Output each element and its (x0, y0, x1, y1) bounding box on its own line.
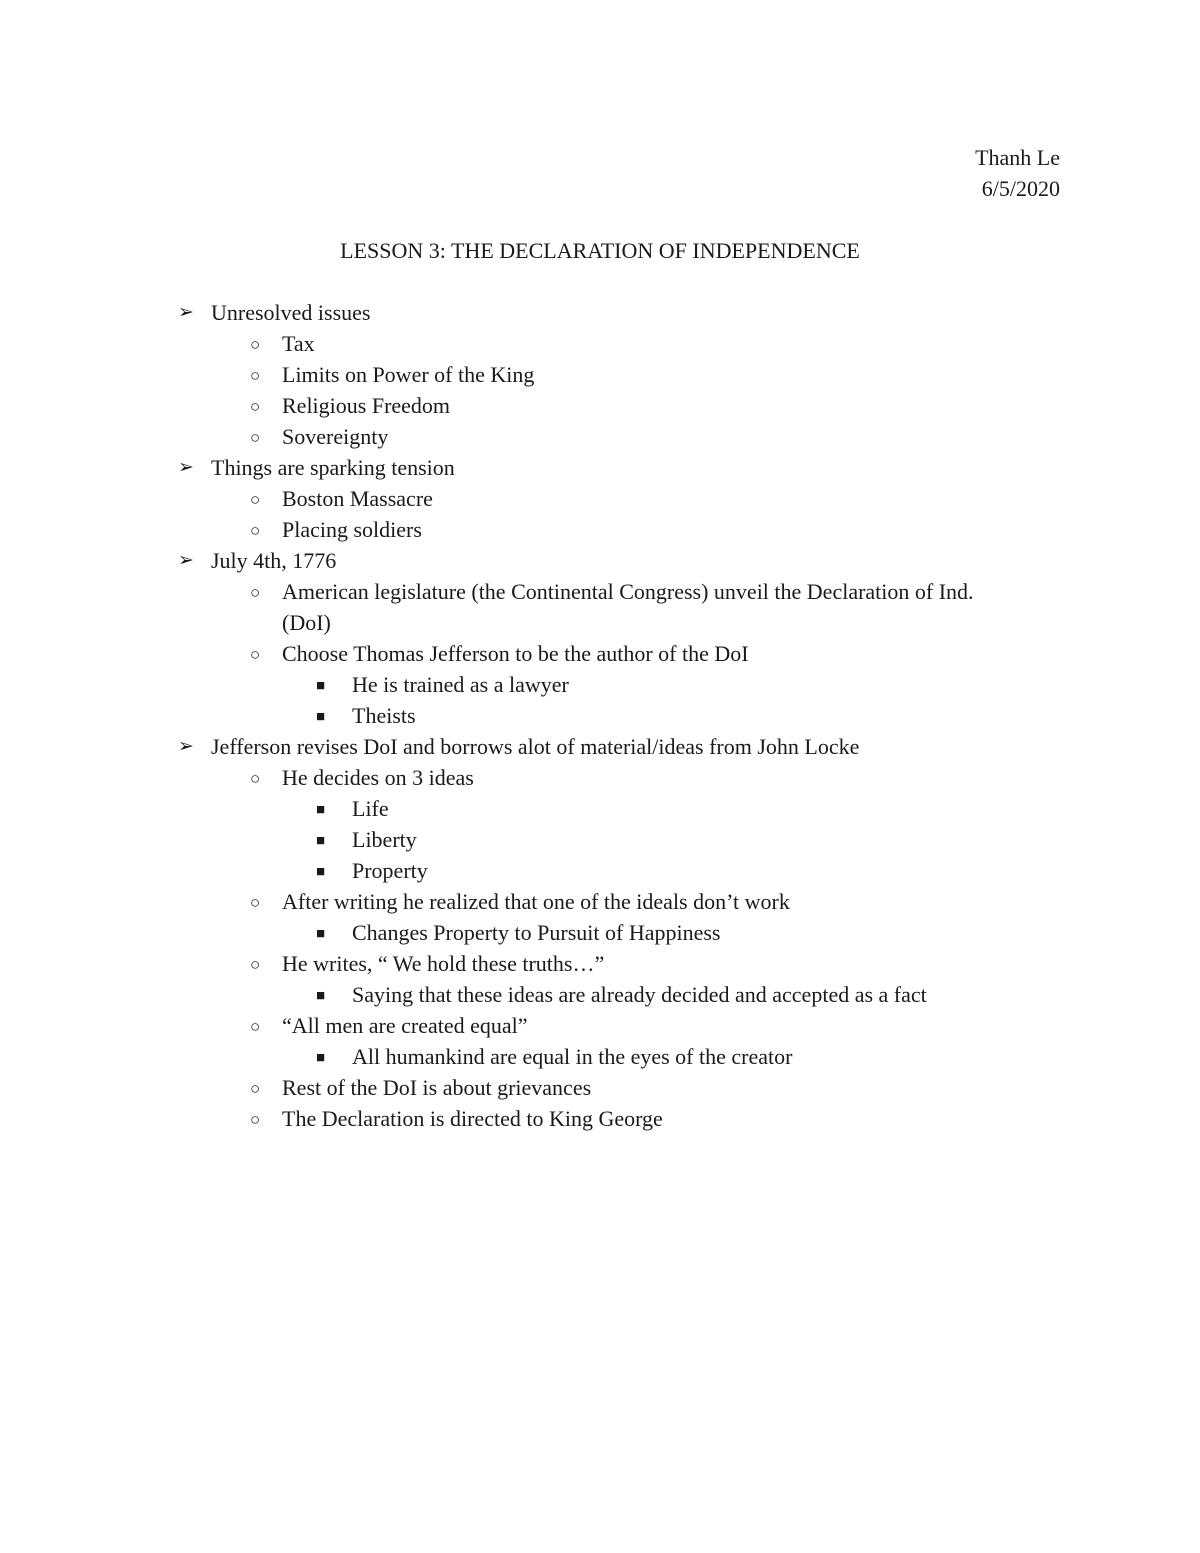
list-item-text: Placing soldiers (282, 517, 422, 542)
list-item-text: Limits on Power of the King (282, 362, 535, 387)
list-item-level-2 (0, 1010, 1200, 1041)
circle-bullet-icon: ○ (250, 955, 261, 974)
arrow-bullet-icon: ➢ (178, 457, 194, 478)
circle-bullet-icon: ○ (250, 428, 261, 447)
circle-bullet-icon: ○ (250, 893, 261, 912)
list-item-text: Life (352, 796, 389, 821)
circle-bullet-icon: ○ (250, 490, 261, 509)
list-item-text: He writes, “ We hold these truths…” (282, 951, 605, 976)
circle-bullet-icon: ○ (250, 583, 261, 602)
circle-bullet-icon: ○ (250, 1079, 261, 1098)
list-item-level-2 (0, 762, 1200, 793)
list-item-text: July 4th, 1776 (211, 548, 337, 573)
list-item-text: Liberty (352, 827, 417, 852)
circle-bullet-icon: ○ (250, 1017, 261, 1036)
arrow-bullet-icon: ➢ (178, 736, 194, 757)
list-item-level-2 (0, 1072, 1200, 1103)
list-item-level-2 (0, 390, 1200, 421)
list-item-text: Jefferson revises DoI and borrows alot of material/ideas from John Locke (211, 734, 860, 759)
list-item-text: Property (352, 858, 428, 883)
list-item-text: Saying that these ideas are already decided and accepted as a fact (352, 982, 927, 1007)
list-item-level-2 (0, 948, 1200, 979)
notes-outline (0, 297, 1200, 1134)
circle-bullet-icon: ○ (250, 769, 261, 788)
list-item-text: Boston Massacre (282, 486, 433, 511)
list-item-text: Religious Freedom (282, 393, 451, 418)
list-item-level-1 (0, 731, 1200, 762)
list-item-level-3 (0, 979, 1200, 1010)
list-item-text: The Declaration is directed to King George (282, 1106, 663, 1131)
list-item-level-2 (0, 514, 1200, 545)
list-item-text: Tax (282, 331, 315, 356)
circle-bullet-icon: ○ (250, 645, 261, 664)
list-item-text: Choose Thomas Jefferson to be the author of the DoI (282, 641, 749, 666)
list-item-level-3 (0, 855, 1200, 886)
arrow-bullet-icon: ➢ (178, 550, 194, 571)
circle-bullet-icon: ○ (250, 521, 261, 540)
list-item-level-1 (0, 452, 1200, 483)
document-title: LESSON 3: THE DECLARATION OF INDEPENDENCE (340, 238, 860, 263)
circle-bullet-icon: ○ (250, 366, 261, 385)
list-item-level-1 (0, 545, 1200, 576)
list-item-text: Unresolved issues (211, 300, 371, 325)
square-bullet-icon: ■ (316, 678, 326, 694)
list-item-level-3 (0, 669, 1200, 700)
list-item-text: After writing he realized that one of the ideals don’t work (282, 889, 790, 914)
circle-bullet-icon: ○ (250, 335, 261, 354)
square-bullet-icon: ■ (316, 988, 326, 1004)
circle-bullet-icon: ○ (250, 397, 261, 416)
list-item-text: He is trained as a lawyer (352, 672, 569, 697)
square-bullet-icon: ■ (316, 864, 326, 880)
list-item-text: American legislature (the Continental Congress) unveil the Declaration of Ind. (282, 579, 974, 604)
list-item-level-3 (0, 824, 1200, 855)
square-bullet-icon: ■ (316, 1050, 326, 1066)
list-item-level-3 (0, 700, 1200, 731)
list-item-level-1 (0, 297, 1200, 328)
list-item-text: Changes Property to Pursuit of Happiness (352, 920, 721, 945)
author-name: Thanh Le (975, 145, 1060, 170)
list-item-level-3 (0, 917, 1200, 948)
list-item-text: “All men are created equal” (282, 1013, 528, 1038)
list-item-level-2 (0, 576, 1200, 607)
list-item-level-2 (0, 1103, 1200, 1134)
list-item-level-2 (0, 886, 1200, 917)
square-bullet-icon: ■ (316, 709, 326, 725)
square-bullet-icon: ■ (316, 802, 326, 818)
list-item-text: Theists (352, 703, 416, 728)
document-date: 6/5/2020 (981, 176, 1060, 201)
list-item-text: Sovereignty (282, 424, 389, 449)
list-item-text: (DoI) (282, 610, 331, 635)
circle-bullet-icon: ○ (250, 1110, 261, 1129)
square-bullet-icon: ■ (316, 926, 326, 942)
square-bullet-icon: ■ (316, 833, 326, 849)
list-item-text: Things are sparking tension (211, 455, 455, 480)
list-item-text: Rest of the DoI is about grievances (282, 1075, 592, 1100)
list-item-continuation (0, 607, 1200, 638)
list-item-level-3 (0, 1041, 1200, 1072)
arrow-bullet-icon: ➢ (178, 302, 194, 323)
list-item-text: All humankind are equal in the eyes of the creator (352, 1044, 793, 1069)
list-item-level-3 (0, 793, 1200, 824)
list-item-level-2 (0, 421, 1200, 452)
list-item-level-2 (0, 359, 1200, 390)
list-item-level-2 (0, 638, 1200, 669)
list-item-level-2 (0, 483, 1200, 514)
list-item-level-2 (0, 328, 1200, 359)
list-item-text: He decides on 3 ideas (282, 765, 474, 790)
author-header (975, 142, 1060, 204)
